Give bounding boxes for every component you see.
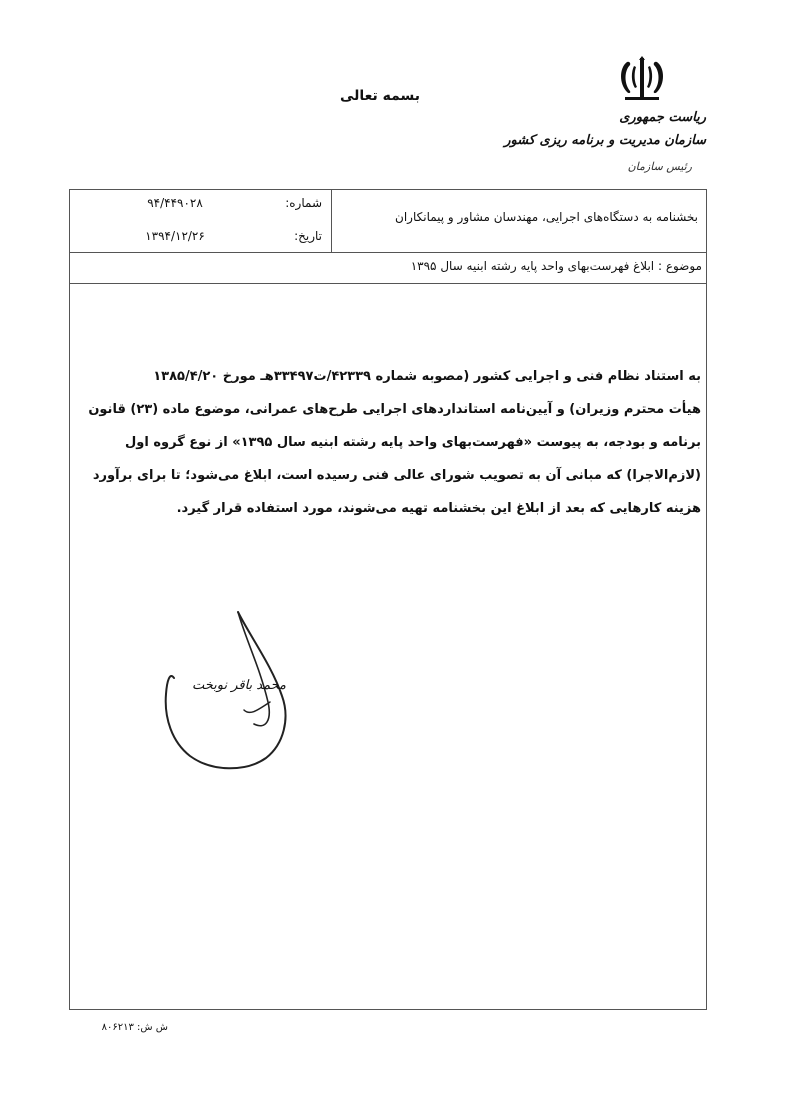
frame-divider-subject bbox=[69, 283, 707, 284]
body-line: هزینه کارهایی که بعد از ابلاغ این بخشنامه تهیه می‌شوند، مورد استفاده قرار گیرد. bbox=[176, 501, 701, 516]
org-title-organization: سازمان مدیریت و برنامه ریزی کشور bbox=[504, 133, 706, 148]
body-text bbox=[88, 360, 701, 525]
letter-number-label: شماره: bbox=[285, 196, 322, 210]
document-frame bbox=[69, 189, 707, 1010]
addressee-text: بخشنامه به دستگاه‌های اجرایی، مهندسان مشاور و پیمانکاران bbox=[395, 210, 698, 224]
letter-date-label: تاریخ: bbox=[294, 229, 322, 243]
page-heading: بسمه تعالی bbox=[339, 88, 421, 104]
body-line: (لازم‌الاجرا) که مبانی آن به تصویب شورای عالی فنی رسیده است، ابلاغ می‌شود؛ تا برای برآورد bbox=[92, 468, 701, 483]
body-line: هیأت محترم وزیران) و آیین‌نامه استانداردهای اجرایی طرح‌های عمرانی، موضوع ماده (۲۳) قانون bbox=[88, 402, 701, 417]
letter-number-value: ۹۴/۴۴۹۰۲۸ bbox=[147, 196, 203, 210]
letter-date-value: ۱۳۹۴/۱۲/۲۶ bbox=[145, 229, 205, 243]
signer-name: محمد باقر نوبخت bbox=[191, 678, 286, 693]
org-title-head: رئیس سازمان bbox=[627, 160, 692, 173]
footer-code: ش ش: ۸۰۶۲۱۳ bbox=[101, 1022, 168, 1033]
body-line: به استناد نظام فنی و اجرایی کشور (مصوبه شماره ۴۲۳۳۹/ت۳۳۴۹۷هـ مورخ ۱۳۸۵/۴/۲۰ bbox=[153, 369, 701, 384]
frame-divider-header bbox=[69, 252, 707, 253]
org-title-presidency: ریاست جمهوری bbox=[619, 110, 706, 125]
frame-divider-vertical bbox=[331, 189, 332, 252]
subject-text: موضوع : ابلاغ فهرست‌بهای واحد پایه رشته ابنیه سال ۱۳۹۵ bbox=[410, 259, 702, 273]
iran-emblem-icon bbox=[615, 54, 669, 104]
body-line: برنامه و بودجه، به پیوست «فهرست‌بهای واحد پایه رشته ابنیه سال ۱۳۹۵» از نوع گروه اول bbox=[125, 435, 701, 450]
